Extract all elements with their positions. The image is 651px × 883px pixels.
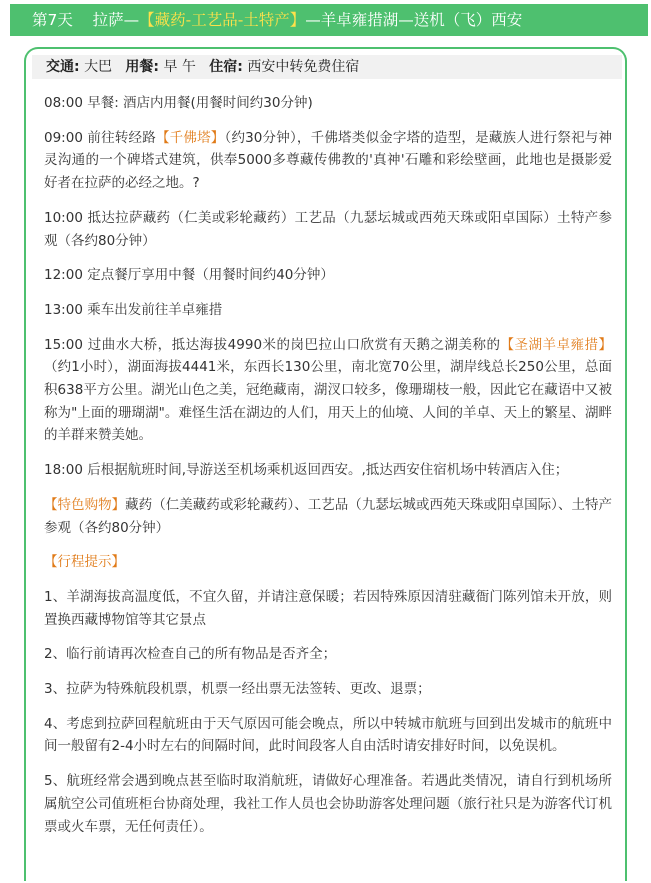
day-header: [10, 4, 648, 36]
route-end: —羊卓雍措湖—送机（飞）西安: [305, 11, 523, 29]
yamdrok-lake-highlight: 【圣湖羊卓雍措】: [500, 336, 613, 353]
schedule-1300: 13:00 乘车出发前往羊卓雍措: [44, 301, 223, 318]
schedule-0900-desc: （约30分钟），千佛塔类似金字塔的造型，是藏族人进行祭祀与神灵沟通的一个碑塔式建筑，供奉5000多尊藏传佛教的'真神'石雕和彩绘壁画，此地也是摄影爱好者在拉萨的必经之地。?: [44, 129, 612, 192]
stay-value: 西安中转免费住宿: [247, 59, 360, 75]
shopping-section: [44, 494, 612, 539]
transport-label: 交通:: [46, 59, 80, 75]
tip-3: 3、拉萨为特殊航段机票，机票一经出票无法签转、更改、退票；: [44, 681, 431, 698]
transport-value: 大巴: [84, 59, 113, 75]
meals-label: 用餐:: [125, 59, 160, 75]
schedule-1800: 18:00 后根据航班时间,导游送至机场乘机返回西安。,抵达西安住宿机场中转酒店入住；: [44, 462, 569, 479]
stay-label: 住宿:: [209, 59, 243, 75]
schedule-1200: 12:00 定点餐厅享用中餐（用餐时间约40分钟）: [44, 267, 334, 284]
tip-4: 4、考虑到拉萨回程航班由于天气原因可能会晚点，所以中转城市航班与回到出发城市的航班中间一般留有2-4小时左右的间隔时间，此时间段客人自由活时请安排好时间，以免误机。: [44, 715, 612, 755]
schedule-1000: 10:00 抵达拉萨藏药（仁美或彩轮藏药）工艺品（九瑟坛城或西苑天珠或阳卓国际）土特产参观（各约80分钟）: [44, 209, 612, 249]
info-bar: [32, 55, 622, 79]
shopping-label: 【特色购物】: [44, 496, 126, 513]
shopping-text: 藏药（仁美藏药或彩轮藏药）、工艺品（九瑟坛城或西苑天珠或阳卓国际）、土特产参观（各约80分钟）: [44, 496, 613, 536]
route-highlight: 【藏药-工艺品-土特产】: [139, 11, 306, 29]
day-number: 第7天: [32, 11, 73, 29]
meals-value: 早 午: [163, 59, 196, 75]
tips-title: 【行程提示】: [44, 554, 125, 571]
thousand-buddha-tower-highlight: 【千佛塔】: [155, 129, 225, 146]
tip-5: 5、航班经常会遇到晚点甚至临时取消航班，请做好心理准备。若遇此类情况，请自行到机场所属航空公司值班柜台协商处理，我社工作人员也会协助游客处理问题（旅行社只是为游客代订机票或火车票，无任何责任）。: [44, 773, 612, 835]
tip-2: 2、临行前请再次检查自己的所有物品是否齐全；: [44, 646, 337, 663]
schedule-1500-lead: 15:00 过曲水大桥，抵达海拔4990米的岗巴拉山口欣赏有天鹅之湖美称的: [44, 336, 501, 353]
schedule-1500: [44, 334, 612, 448]
route-start: 拉萨—: [92, 11, 140, 29]
schedule-0800: 08:00 早餐: 酒店内用餐(用餐时间约30分钟): [44, 95, 313, 111]
schedule-1500-desc: （约1小时），湖面海拔4441米，东西长130公里，南北宽70公里，湖岸线总长250公里，总面积638平方公里。湖光山色之美，冠绝藏南，湖汊口较多，像珊瑚枝一般，因此它在藏语中又被称为"上面的珊瑚湖"。难怪生活在湖边的人们，用天上的仙境、人间的羊卓、天上的繁星、湖畔的羊群来赞美她。: [44, 359, 612, 444]
tip-1: 1、羊湖海拔高温度低，不宜久留，并请注意保暖；若因特殊原因清驻藏衙门陈列馆未开放，则置换西藏博物馆等其它景点: [44, 588, 612, 628]
schedule-0900-lead: 09:00 前往转经路: [44, 129, 156, 146]
schedule-0900: [44, 127, 612, 195]
itinerary-content: [44, 92, 612, 850]
